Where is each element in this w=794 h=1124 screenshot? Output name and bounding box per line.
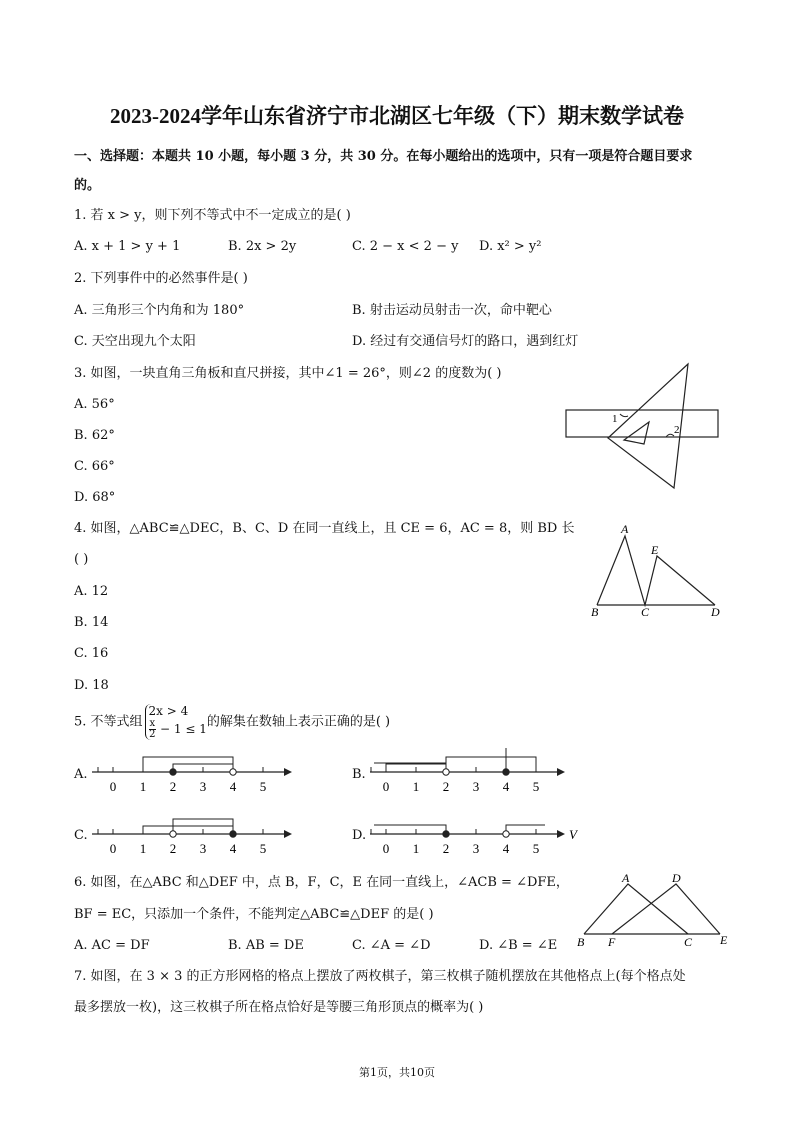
section-heading-cont: 的。 <box>74 178 101 193</box>
tick-label: 1 <box>412 841 420 856</box>
tick-label: 4 <box>229 841 237 856</box>
axis-arrow <box>284 830 292 838</box>
q5-suffix: 的解集在数轴上表示正确的是( ) <box>206 714 391 730</box>
q2-option-b: B. 射击运动员射击一次，命中靶心 <box>352 303 552 318</box>
q6-triangle-def <box>612 884 720 934</box>
q6-stem-cont: BF = EC，只添加一个条件，不能判定△ABC≌△DEF 的是( ) <box>74 907 434 922</box>
q6-label-d: D <box>672 871 681 885</box>
hollow-dot <box>503 831 509 837</box>
q2-option-c: C. 天空出现九个太阳 <box>74 334 196 349</box>
solid-dot <box>170 769 176 775</box>
solution-ray <box>506 825 545 834</box>
q4-option-b: B. 14 <box>74 615 109 630</box>
tick-label: 2 <box>169 841 177 856</box>
q5-ineq1: 2x > 4 <box>148 704 189 718</box>
angle1-arc <box>620 414 628 417</box>
q4-stem-cont: ( ) <box>74 552 89 567</box>
q3-figure <box>560 360 730 495</box>
q6-triangle-abc <box>584 884 688 934</box>
q6-option-b: B. AB = DE <box>228 938 304 953</box>
q7-stem: 7. 如图，在 3 × 3 的正方形网格的格点上摆放了两枚棋子，第三枚棋子随机摆放在其他格点上(每个格点处 <box>74 969 686 984</box>
axis-arrow <box>284 768 292 776</box>
set-square-inner <box>624 422 649 444</box>
tick-label: 1 <box>412 779 420 794</box>
q2-option-d: D. 经过有交通信号灯的路口，遇到红灯 <box>352 334 579 349</box>
tick-label: 0 <box>109 841 117 856</box>
page-title: 2023-2024学年山东省济宁市北湖区七年级（下）期末数学试卷 <box>110 104 684 128</box>
section-heading: 一、选择题：本题共 10 小题，每小题 3 分，共 30 分。在每小题给出的选项中，只有一项是符合题目要求 <box>74 149 693 164</box>
ruler <box>566 410 718 437</box>
hollow-dot <box>170 831 176 837</box>
q5-numberline-a <box>90 748 300 796</box>
q6-option-d: D. ∠B = ∠E <box>479 938 558 953</box>
q4-option-d: D. 18 <box>74 678 109 693</box>
solution-bracket <box>416 748 506 772</box>
angle2-label: 2 <box>674 424 680 436</box>
tick-label: 4 <box>502 779 510 794</box>
q4-option-a: A. 12 <box>74 584 109 599</box>
tick-label: 1 <box>139 779 147 794</box>
solution-ray <box>374 825 446 834</box>
tick-label: 3 <box>199 779 207 794</box>
q5-numberline-b <box>368 748 568 796</box>
tick-label: 3 <box>472 779 480 794</box>
q1-option-c: C. 2 − x < 2 − y <box>352 239 459 254</box>
tick-label: 5 <box>532 841 540 856</box>
solid-dot <box>230 831 236 837</box>
q5-option-d: D. <box>352 828 367 843</box>
q3-option-a: A. 56° <box>74 397 115 412</box>
tick-label: 2 <box>169 779 177 794</box>
solution-bracket <box>446 757 536 772</box>
q4-label-d: D <box>711 605 720 619</box>
page-footer: 第1页，共10页 <box>359 1066 435 1079</box>
axis-v-label: V <box>569 827 577 842</box>
q5-stem <box>74 704 390 744</box>
q6-label-b: B <box>577 935 585 949</box>
hollow-dot <box>230 769 236 775</box>
angle1-label: 1 <box>612 413 618 425</box>
q3-option-d: D. 68° <box>74 490 116 505</box>
q4-label-b: B <box>591 605 599 619</box>
q1-option-a: A. x + 1 > y + 1 <box>74 239 181 254</box>
q6-label-c: C <box>684 935 693 949</box>
q7-stem-cont: 最多摆放一枚)，这三枚棋子所在格点恰好是等腰三角形顶点的概率为( ) <box>74 1000 484 1015</box>
tick-label: 5 <box>259 841 267 856</box>
tick-label: 5 <box>259 779 267 794</box>
tick-label: 3 <box>199 841 207 856</box>
tick-label: 4 <box>229 779 237 794</box>
q2-option-a: A. 三角形三个内角和为 180° <box>74 303 245 318</box>
q1-option-b: B. 2x > 2y <box>228 239 297 254</box>
q6-figure <box>572 870 742 952</box>
q3-option-b: B. 62° <box>74 428 115 443</box>
axis-arrow <box>557 830 565 838</box>
tick-label: 0 <box>109 779 117 794</box>
q6-option-a: A. AC = DF <box>74 938 150 953</box>
tick-label: 0 <box>382 779 390 794</box>
solid-dot <box>443 831 449 837</box>
tick-label: 5 <box>532 779 540 794</box>
solution-bracket <box>143 826 233 834</box>
q4-stem: 4. 如图，△ABC≌△DEC，B、C、D 在同一直线上，且 CE = 6，AC = 8，则 BD 长 <box>74 521 575 536</box>
q5-option-a: A. <box>74 767 88 782</box>
q5-system <box>145 704 207 740</box>
tick-label: 2 <box>442 841 450 856</box>
tick-label: 1 <box>139 841 147 856</box>
q4-label-a: A <box>621 522 629 536</box>
tick-label: 3 <box>472 841 480 856</box>
q5-numberline-c <box>90 810 300 858</box>
q6-label-f: F <box>608 935 616 949</box>
axis-arrow <box>557 768 565 776</box>
q6-option-c: C. ∠A = ∠D <box>352 938 431 953</box>
q6-stem: 6. 如图，在△ABC 和△DEF 中，点 B，F，C，E 在同一直线上，∠ACB = ∠DFE， <box>74 875 569 890</box>
q5-fraction: $\frac{x}{2}$ <box>149 718 156 740</box>
solid-dot <box>503 769 509 775</box>
q1-option-d: D. x² > y² <box>479 239 542 254</box>
q3-option-c: C. 66° <box>74 459 115 474</box>
q3-stem: 3. 如图，一块直角三角板和直尺拼接，其中∠1 = 26°，则∠2 的度数为( ) <box>74 366 502 381</box>
hollow-dot <box>443 769 449 775</box>
q2-stem: 2. 下列事件中的必然事件是( ) <box>74 271 248 286</box>
tick-label: 2 <box>442 779 450 794</box>
q4-label-e: E <box>651 543 659 557</box>
q4-label-c: C <box>641 605 650 619</box>
q5-prefix: 5. 不等式组 <box>74 714 143 730</box>
q4-figure <box>585 520 725 620</box>
tick-label: 0 <box>382 841 390 856</box>
tick-label: 4 <box>502 841 510 856</box>
q4-option-c: C. 16 <box>74 646 109 661</box>
q5-numberline-d <box>368 810 578 858</box>
q1-stem: 1. 若 x > y，则下列不等式中不一定成立的是( ) <box>74 208 351 223</box>
q5-option-c: C. <box>74 828 88 843</box>
q6-label-e: E <box>720 933 728 947</box>
q5-ineq2: − 1 ≤ 1 <box>160 722 207 736</box>
q6-label-a: A <box>622 871 630 885</box>
q5-option-b: B. <box>352 767 366 782</box>
